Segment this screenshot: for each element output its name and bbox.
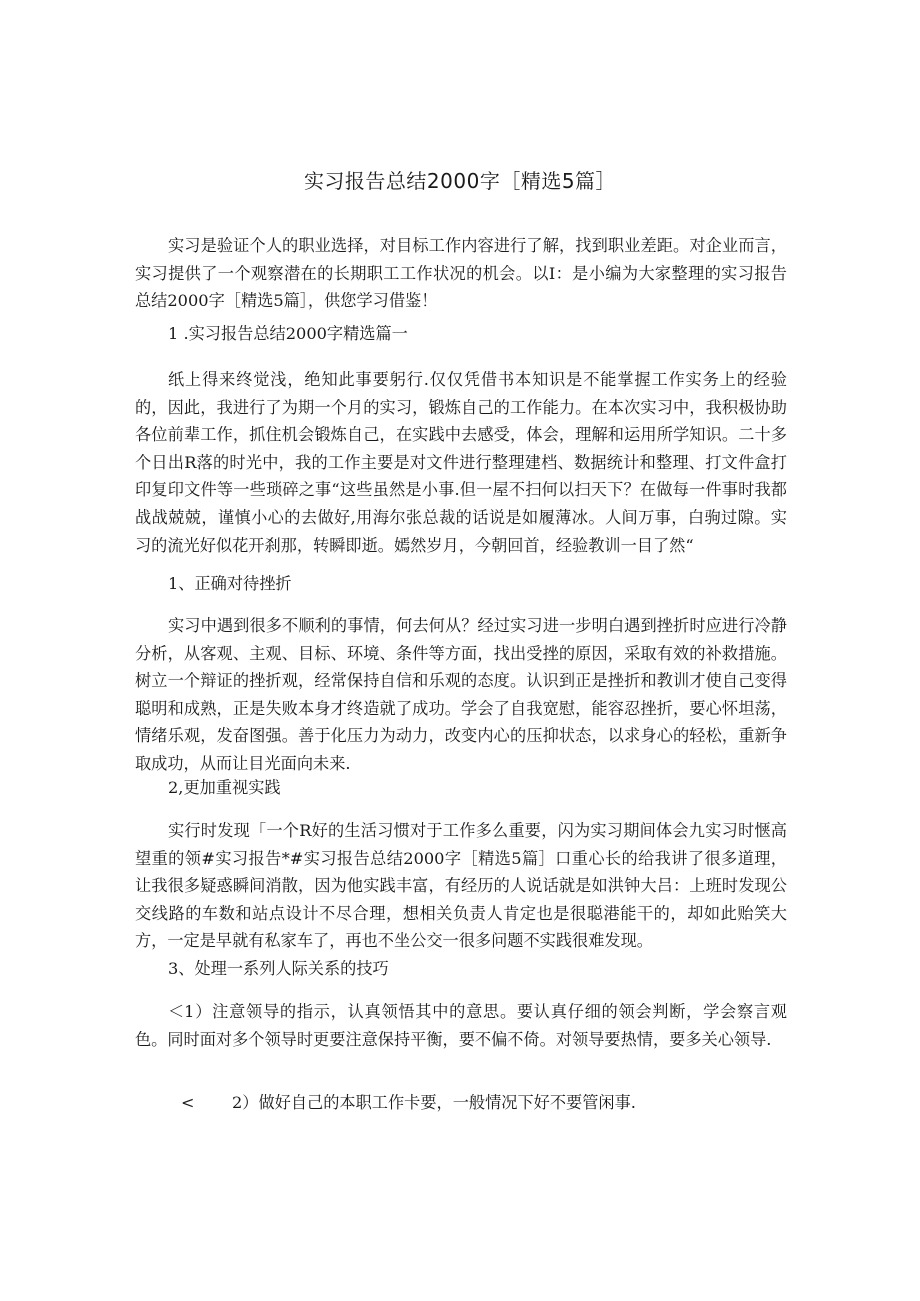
point-3-heading: 3、处理一系列人际关系的技巧 <box>168 959 389 978</box>
intro-paragraph: 实习是验证个人的职业选择，对目标工作内容进行了解，找到职业差距。对企业而言，实习提供了一个观察潜在的长期职工工作状况的机会。以I：是小编为大家整理的实习报告总结2000字［精选5篇］，供您学习借鉴！ <box>135 236 787 311</box>
subpoint-2-text: 2）做好自己的本职工作卡要，一般情况下好不要管闲事. <box>232 1093 636 1112</box>
subpoint-2-marker: < <box>181 1093 195 1112</box>
subpoint-1-paragraph: ＜1）注意领导的指示，认真领悟其中的意思。要认真仔细的领会判断，学会察言观色。同时面对多个领导时更要注意保持平衡，要不偏不倚。对领导要热情，要多关心领导. <box>135 1002 787 1049</box>
point-2-heading: 2,更加重视实践 <box>168 778 281 797</box>
section-1-heading: 1 .实习报告总结2000字精选篇一 <box>168 324 408 343</box>
section-1-paragraph: 纸上得来终觉浅，绝知此事要躬行.仅仅凭借书本知识是不能掌握工作实务上的经验的，因此，我进行了为期一个月的实习，锻炼自己的工作能力。在本次实习中，我积极协助各位前辈工作，抓住机会锻炼自己，在实践中去感受，体会，理解和运用所学知识。二十多个日出R落的时光中，我的工作主要是对文件进行整理建档、数据统计和整理、打文件盒打印复印文件等一些琐碎之事“这些虽然是小事.但一屋不扫何以扫天下？在做每一件事时我都战战兢兢，谨慎小心的去做好,用海尔张总裁的话说是如履薄冰。人间万事，白驹过隙。实习的流光好似花开刹那，转瞬即逝。嫣然岁月，今朝回首，经验教训一目了然“ <box>135 370 787 555</box>
document-title: 实习报告总结2000字［精选5篇］ <box>303 169 617 193</box>
point-1-paragraph: 实习中遇到很多不顺利的事情，何去何从？经过实习进一步明白遇到挫折时应进行冷静分析，从客观、主观、目标、环境、条件等方面，找出受挫的原因，采取有效的补救措施。树立一个辩证的挫折观，经常保持自信和乐观的态度。认识到正是挫折和教训才使自己变得聪明和成熟，正是失败本身才终造就了成功。学会了自我宽慰，能容忍挫折，要心怀坦荡，情绪乐观，发奋图强。善于化压力为动力，改变内心的压抑状态，以求身心的轻松，重新争取成功，从而让目光面向未来. <box>135 616 787 773</box>
point-2-paragraph: 实行时发现「一个R好的生活习惯对于工作多么重要，闪为实习期间体会九实习时惬高望重的领#实习报告*#实习报告总结2000字［精选5篇］口重心长的给我讲了很多道理，让我很多疑惑瞬间消散，因为他实践丰富，有经历的人说话就是如洪钟大吕：上班时发现公交线路的车数和站点设计不尽合理，想相关负责人肯定也是很聪港能干的，却如此贻笑大方，一定是早就有私家车了，再也不坐公交一很多问题不实践很难发现。 <box>135 821 787 951</box>
point-1-heading: 1、正确对待挫折 <box>168 574 292 593</box>
